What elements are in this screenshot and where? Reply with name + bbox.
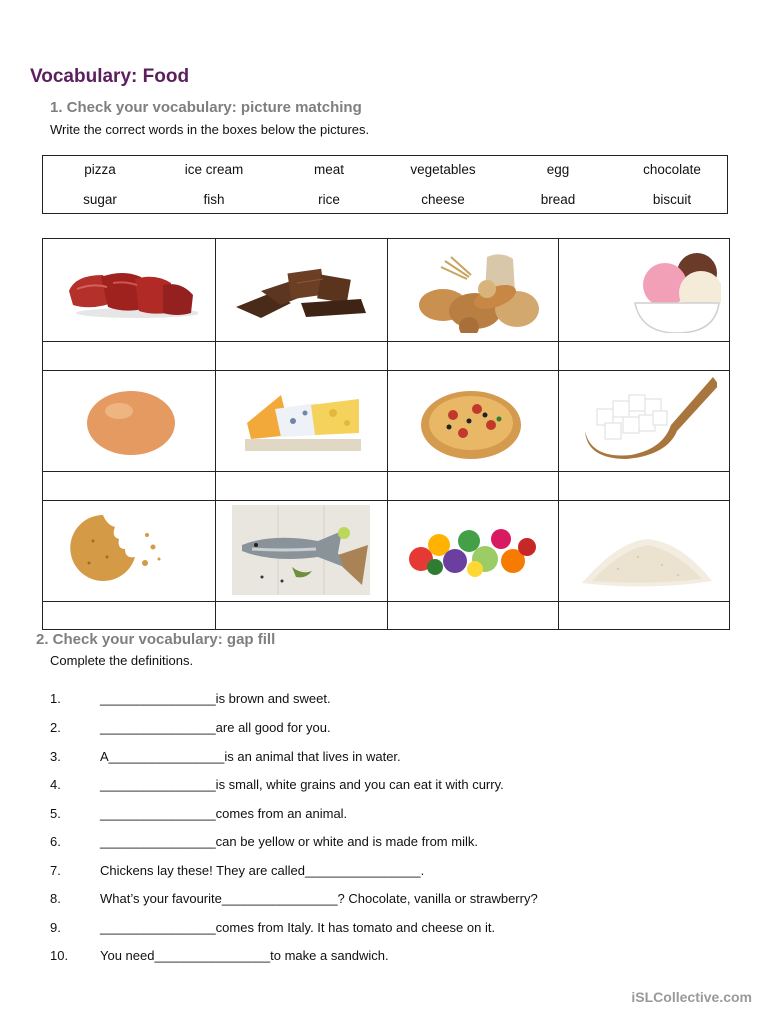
item-text: ________________is small, white grains and you can eat it with curry. <box>100 777 504 792</box>
section1-heading: 1. Check your vocabulary: picture matching <box>50 99 362 116</box>
chocolate-image <box>231 263 371 328</box>
ice-cream-image <box>631 249 721 338</box>
item-text: ________________comes from Italy. It has tomato and cheese on it. <box>100 920 496 935</box>
word-bank-item: fish <box>203 192 225 207</box>
item-number: 2. <box>50 720 61 735</box>
word-bank-item: chocolate <box>643 162 701 177</box>
footer-watermark: iSLCollective.com <box>631 989 752 1005</box>
bread-image <box>411 249 543 338</box>
section2-heading: 2. Check your vocabulary: gap fill <box>36 631 276 648</box>
section2-instruction: Complete the definitions. <box>50 653 194 668</box>
biscuit-image <box>67 513 167 588</box>
page-title: Vocabulary: Food <box>30 66 190 87</box>
picture-grid <box>42 238 730 630</box>
item-number: 3. <box>50 749 61 764</box>
word-bank-item: biscuit <box>652 192 692 207</box>
word-bank-item: vegetables <box>410 162 476 177</box>
sugar-image <box>577 375 717 466</box>
vegetables-image <box>405 521 537 584</box>
item-number: 10. <box>50 948 69 963</box>
word-bank-item: cheese <box>421 192 465 207</box>
item-number: 4. <box>50 777 61 792</box>
cheese-image <box>241 389 363 460</box>
egg-image <box>85 389 177 462</box>
word-bank-item: ice cream <box>184 162 244 177</box>
item-number: 5. <box>50 806 61 821</box>
word-bank-item: pizza <box>84 162 116 177</box>
item-number: 7. <box>50 863 61 878</box>
fish-image <box>232 505 370 600</box>
item-text: ________________can be yellow or white and is made from milk. <box>100 834 478 849</box>
pizza-image <box>419 383 523 468</box>
item-text: Chickens lay these! They are called________________. <box>100 863 425 878</box>
item-number: 9. <box>50 920 61 935</box>
word-bank-item: egg <box>546 162 570 177</box>
word-bank-item: bread <box>540 192 576 207</box>
item-text: You need________________to make a sandwich. <box>100 948 389 963</box>
item-text: ________________comes from an animal. <box>100 806 348 821</box>
item-number: 1. <box>50 691 61 706</box>
item-text: A________________is an animal that lives in water. <box>100 749 401 764</box>
word-bank-item: meat <box>313 162 344 177</box>
item-text: ________________is brown and sweet. <box>100 691 331 706</box>
item-number: 8. <box>50 891 61 906</box>
word-bank <box>42 155 728 214</box>
item-text: What’s your favourite________________? Chocolate, vanilla or strawberry? <box>100 891 538 906</box>
meat-image <box>63 261 198 326</box>
item-number: 6. <box>50 834 61 849</box>
section1-instruction: Write the correct words in the boxes below the pictures. <box>50 122 370 137</box>
item-text: ________________are all good for you. <box>100 720 331 735</box>
rice-image <box>578 535 714 594</box>
word-bank-item: rice <box>318 192 340 207</box>
word-bank-item: sugar <box>83 192 117 207</box>
